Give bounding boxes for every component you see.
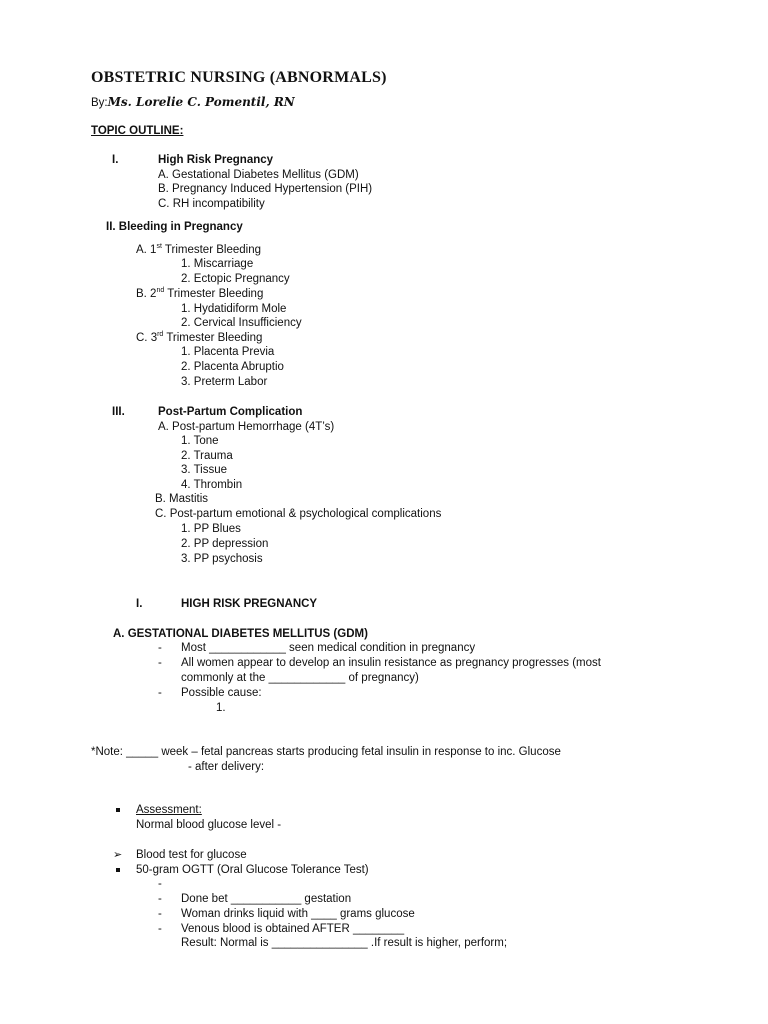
dash-bullet: - [158, 878, 162, 890]
dash-bullet: - [158, 642, 162, 654]
outline-subitem: 1. Placenta Previa [181, 346, 275, 358]
dash-bullet: - [158, 908, 162, 920]
gdm-point: All women appear to develop an insulin resistance as pregnancy progresses (most [181, 657, 601, 669]
by-label: By: [91, 97, 108, 109]
gdm-point: Possible cause: [181, 687, 262, 699]
outline-subitem: 1. Tone [181, 435, 219, 447]
gdm-point-cont: commonly at the ____________ of pregnancy) [181, 672, 419, 684]
outline-subitem: 2. PP depression [181, 538, 269, 550]
note-line-cont: - after delivery: [188, 761, 265, 773]
arrow-bullet-icon: ➢ [113, 849, 123, 861]
document-title: OBSTETRIC NURSING (ABNORMALS) [91, 69, 387, 86]
outline-item: A. Post-partum Hemorrhage (4T’s) [158, 421, 335, 433]
section-num: I. [136, 598, 143, 610]
assessment-heading: Assessment: [136, 804, 202, 816]
outline-subitem: 1. PP Blues [181, 523, 241, 535]
gdm-heading: A. GESTATIONAL DIABETES MELLITUS (GDM) [113, 628, 368, 640]
bullet-text: Blood test for glucose [136, 849, 247, 861]
outline-item: A. Gestational Diabetes Mellitus (GDM) [158, 169, 359, 181]
outline-heading-2: II. Bleeding in Pregnancy [106, 221, 243, 233]
bullet-text: 50-gram OGTT (Oral Glucose Tolerance Test) [136, 864, 369, 876]
outline-item: C. RH incompatibility [158, 198, 265, 210]
outline-subitem: 3. PP psychosis [181, 553, 263, 565]
outline-subitem: 3. Preterm Labor [181, 376, 268, 388]
dash-bullet: - [158, 923, 162, 935]
outline-item: B. Mastitis [155, 493, 209, 505]
outline-subitem: 3. Tissue [181, 464, 228, 476]
outline-item: C. Post-partum emotional & psychological complications [155, 508, 442, 520]
outline-subitem: 2. Placenta Abruptio [181, 361, 284, 373]
ogtt-point: Venous blood is obtained AFTER ________ [181, 923, 405, 935]
outline-subitem: 1. Miscarriage [181, 258, 254, 270]
outline-subitem: 2. Ectopic Pregnancy [181, 273, 290, 285]
outline-subitem: 2. Cervical Insufficiency [181, 317, 302, 329]
outline-item: B. 2nd Trimester Bleeding [136, 287, 264, 300]
outline-subitem: 4. Thrombin [181, 479, 243, 491]
square-bullet-icon [116, 868, 120, 872]
ogtt-result: Result: Normal is _______________ .If result is higher, perform; [181, 937, 508, 949]
outline-item: B. Pregnancy Induced Hypertension (PIH) [158, 183, 373, 195]
author-name: Ms. Lorelie C. Pomentil, RN [107, 95, 295, 109]
dash-bullet: - [158, 687, 162, 699]
author-line [91, 95, 295, 111]
outline-item: C. 3rd Trimester Bleeding [136, 331, 263, 344]
outline-item: A. 1st Trimester Bleeding [136, 243, 261, 256]
assessment-text: Normal blood glucose level - [136, 819, 282, 831]
section-heading: HIGH RISK PREGNANCY [181, 598, 318, 610]
outline-heading-3: Post-Partum Complication [158, 406, 303, 418]
dash-bullet: - [158, 657, 162, 669]
gdm-subpoint: 1. [216, 702, 226, 714]
topic-outline-heading: TOPIC OUTLINE: [91, 125, 184, 137]
square-bullet-icon [116, 808, 120, 812]
ogtt-point: Done bet ___________ gestation [181, 893, 352, 905]
outline-subitem: 2. Trauma [181, 450, 233, 462]
note-line: *Note: _____ week – fetal pancreas starts producing fetal insulin in response to inc. Glucose [91, 746, 561, 758]
outline-subitem: 1. Hydatidiform Mole [181, 303, 287, 315]
outline-heading-1: High Risk Pregnancy [158, 154, 274, 166]
dash-bullet: - [158, 893, 162, 905]
outline-num-1: I. [112, 154, 119, 166]
gdm-point: Most ____________ seen medical condition in pregnancy [181, 642, 476, 654]
ogtt-point: Woman drinks liquid with ____ grams glucose [181, 908, 415, 920]
outline-num-3: III. [112, 406, 125, 418]
